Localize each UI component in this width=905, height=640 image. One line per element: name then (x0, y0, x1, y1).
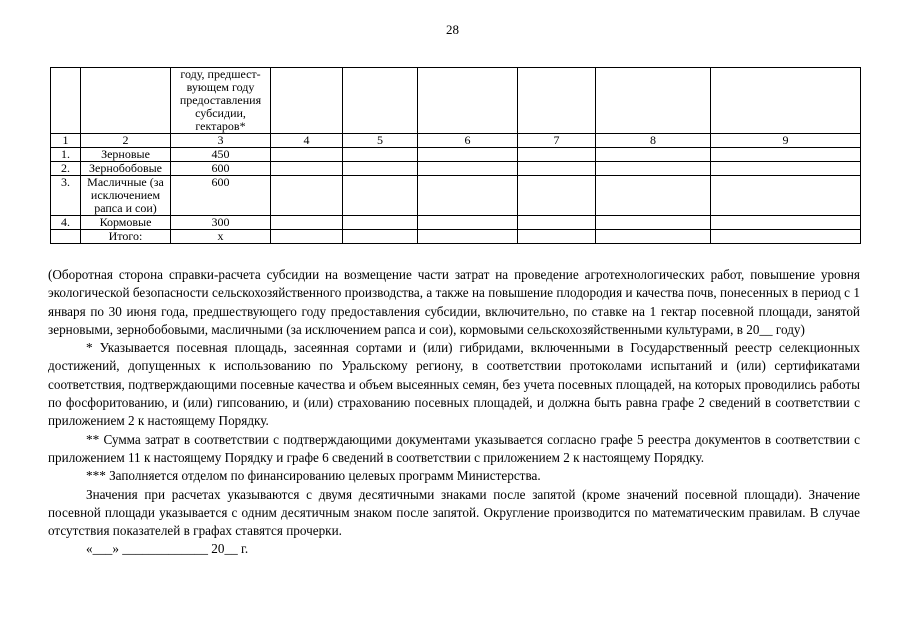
row-number: 2. (51, 162, 81, 176)
header-sown-area: году, предшест-вующем году предоставления субсидии, гектаров* (171, 68, 271, 134)
subsidy-table (50, 67, 861, 244)
column-number: 3 (171, 134, 271, 148)
reverse-side-caption: (Оборотная сторона справки-расчета субсидии на возмещение части затрат на проведение агротехнологических работ, повышение уровня экологической безопасности сельскохозяйственного производства, а также на повышение плодородия и качества почв, понесенных в период с 1 января по 30 июня года, предшествующего году предоставления субсидии, включительно, по ставке на 1 гектар посевной площади, занятой зерновыми, зернобобовыми, масличными (за исключением рапса и сои), кормовыми сельскохозяйственными культурами, в 20__ году) (48, 267, 860, 337)
crop-name: Зернобобовые (81, 162, 171, 176)
column-number: 2 (81, 134, 171, 148)
crop-name: Масличные (за исключением рапса и сои) (81, 176, 171, 216)
table-header-row (51, 68, 861, 134)
rate-value: 300 (171, 216, 271, 230)
column-number: 5 (343, 134, 418, 148)
rate-value: 600 (171, 176, 271, 216)
crop-name: Кормовые (81, 216, 171, 230)
total-label: Итого: (81, 230, 171, 244)
calculation-rules: Значения при расчетах указываются с двумя десятичными знаками после запятой (кроме значений посевной площади). Значение посевной площади указывается с одним десятичным знаком после запятой. Округление производится по математическим правилам. В случае отсутствия показателей в графах ставятся прочерки. (48, 486, 860, 539)
page-number: 28 (446, 22, 459, 37)
table-row (51, 176, 861, 216)
column-number: 4 (271, 134, 343, 148)
document-body (48, 266, 860, 559)
column-number: 6 (418, 134, 518, 148)
table-row (51, 148, 861, 162)
row-number: 3. (51, 176, 81, 216)
row-number: 1. (51, 148, 81, 162)
table-row (51, 216, 861, 230)
date-line: «___» _____________ 20__ г. (86, 541, 249, 557)
total-row (51, 230, 861, 244)
rate-value: 450 (171, 148, 271, 162)
column-number: 7 (518, 134, 596, 148)
footnote-1: * Указывается посевная площадь, засеянная сортами и (или) гибридами, включенными в Государственный реестр селекционных достижений, допущенных к использованию по Уральскому региону, в соответствии протоколами испытаний и (или) сертификатами соответствия, подтверждающими посевные качества и объем высеянных семян, без учета посевных площадей, на которых проводились работы по фосфоритованию, и (или) гипсованию, и (или) страхованию посевных площадей, и должна быть равна графе 2 сведений в соответствии с приложением 2 к настоящему Порядку. (48, 340, 860, 429)
table-row (51, 162, 861, 176)
rate-value: 600 (171, 162, 271, 176)
total-mark: х (171, 230, 271, 244)
footnote-3: *** Заполняется отделом по финансированию целевых программ Министерства. (86, 468, 541, 484)
crop-name: Зерновые (81, 148, 171, 162)
column-number: 8 (596, 134, 711, 148)
row-number: 4. (51, 216, 81, 230)
footnote-2: ** Сумма затрат в соответствии с подтверждающими документами указывается согласно графе 5 реестра документов в соответствии с приложением 11 к настоящему Порядку и графе 6 сведений в соответствии с приложением 2 к настоящему Порядку. (48, 431, 860, 465)
column-numbers-row (51, 134, 861, 148)
column-number: 1 (51, 134, 81, 148)
column-number: 9 (711, 134, 861, 148)
